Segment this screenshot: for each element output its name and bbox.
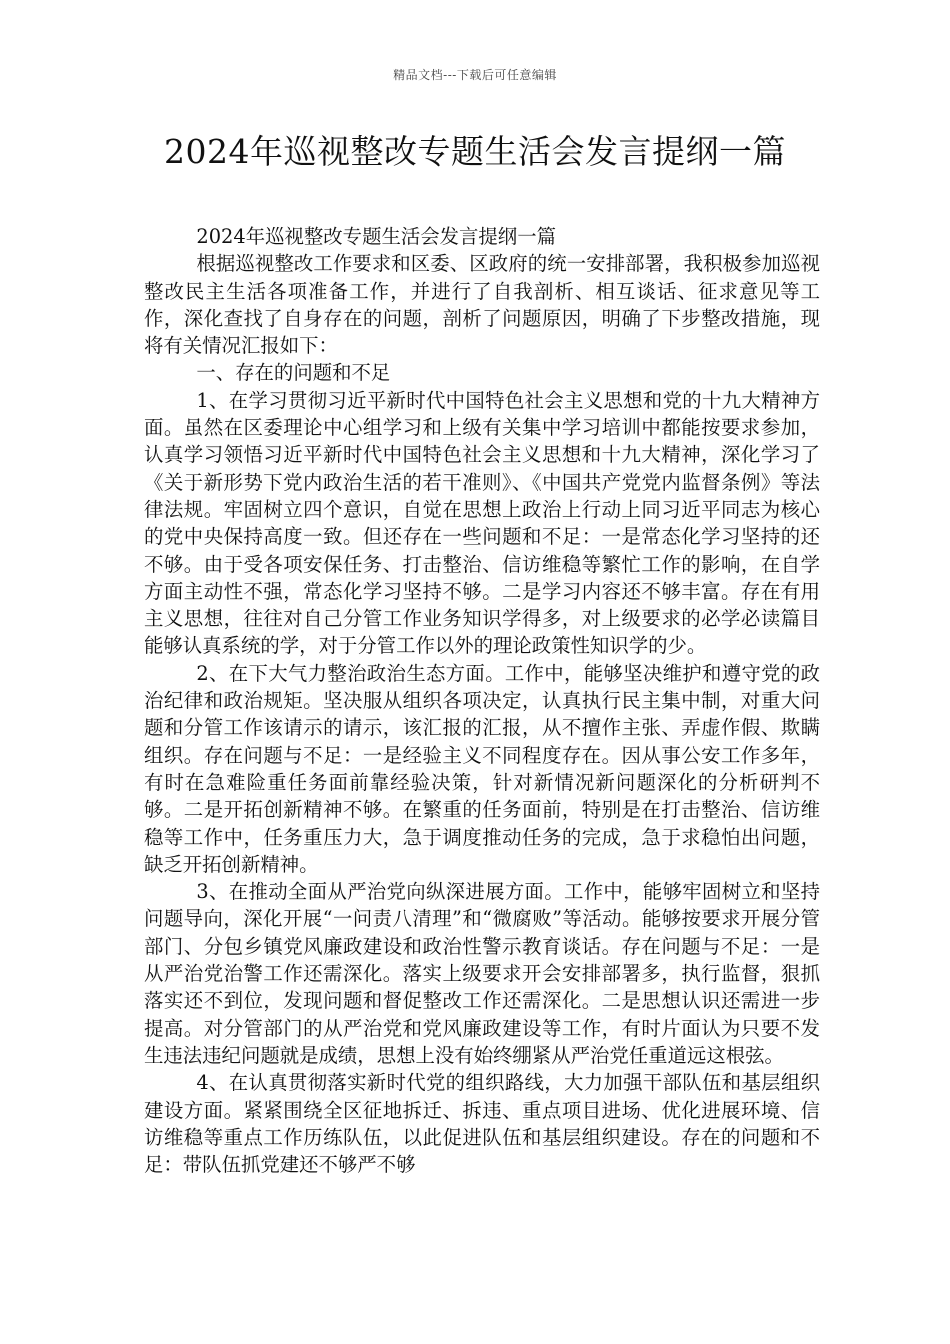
header-note: 精品文档---下载后可任意编辑 xyxy=(393,68,557,82)
document-title: 2024年巡视整改专题生活会发言提纲一篇 xyxy=(164,132,786,171)
body-paragraph-intro: 根据巡视整改工作要求和区委、区政府的统一安排部署，我积极参加巡视整改民主生活各项准备工作，并进行了自我剖析、相互谈话、征求意见等工作，深化查找了自身存在的问题，剖析了问题原因，明确了下步整改措施，现将有关情况汇报如下： xyxy=(144,252,820,358)
body-paragraph-item-4: 4、在认真贯彻落实新时代党的组织路线，大力加强干部队伍和基层组织建设方面。紧紧围绕全区征地拆迁、拆违、重点项目进场、优化进展环境、信访维稳等重点工作历练队伍，以此促进队伍和基层组织建设。存在的问题和不足：带队伍抓党建还不够严不够 xyxy=(144,1071,820,1177)
section-heading: 一、存在的问题和不足 xyxy=(196,361,391,385)
body-paragraph-item-1: 1、在学习贯彻习近平新时代中国特色社会主义思想和党的十九大精神方面。虽然在区委理论中心组学习和上级有关集中学习培训中都能按要求参加，认真学习领悟习近平新时代中国特色社会主义思想和十九大精神，深化学习了《关于新形势下党内政治生活的若干准则》、《中国共产党党内监督条例》等法律法规。牢固树立四个意识，自觉在思想上政治上行动上同习近平同志为核心的党中央保持高度一致。但还存在一些问题和不足：一是常态化学习坚持的还不够。由于受各项安保任务、打击整治、信访维稳等繁忙工作的影响，在自学方面主动性不强，常态化学习坚持不够。二是学习内容还不够丰富。存在有用主义思想，往往对自己分管工作业务知识学得多，对上级要求的必学必读篇目能够认真系统的学，对于分管工作以外的理论政策性知识学的少。 xyxy=(144,388,820,658)
body-paragraph-subtitle: 2024年巡视整改专题生活会发言提纲一篇 xyxy=(196,225,556,248)
body-paragraph-item-2: 2、在下大气力整治政治生态方面。工作中，能够坚决维护和遵守党的政治纪律和政治规矩。坚决服从组织各项决定，认真执行民主集中制，对重大问题和分管工作该请示的请示，该汇报的汇报，从不擅作主张、弄虚作假、欺瞒组织。存在问题与不足：一是经验主义不同程度存在。因从事公安工作多年，有时在急难险重任务面前靠经验决策，针对新情况新问题深化的分析研判不够。二是开拓创新精神不够。在繁重的任务面前，特别是在打击整治、信访维稳等工作中，任务重压力大，急于调度推动任务的完成，急于求稳怕出问题，缺乏开拓创新精神。 xyxy=(144,661,820,876)
document-body xyxy=(144,223,820,1178)
body-paragraph-item-3: 3、在推动全面从严治党向纵深进展方面。工作中，能够牢固树立和坚持问题导向，深化开展“一问责八清理”和“微腐败”等活动。能够按要求开展分管部门、分包乡镇党风廉政建设和政治性警示教育谈话。存在问题与不足：一是从严治党治警工作还需深化。落实上级要求开会安排部署多，执行监督，狠抓落实还不到位，发现问题和督促整改工作还需深化。二是思想认识还需进一步提高。对分管部门的从严治党和党风廉政建设等工作，有时片面认为只要不发生违法违纪问题就是成绩，思想上没有始终绷紧从严治党任重道远这根弦。 xyxy=(144,880,820,1067)
